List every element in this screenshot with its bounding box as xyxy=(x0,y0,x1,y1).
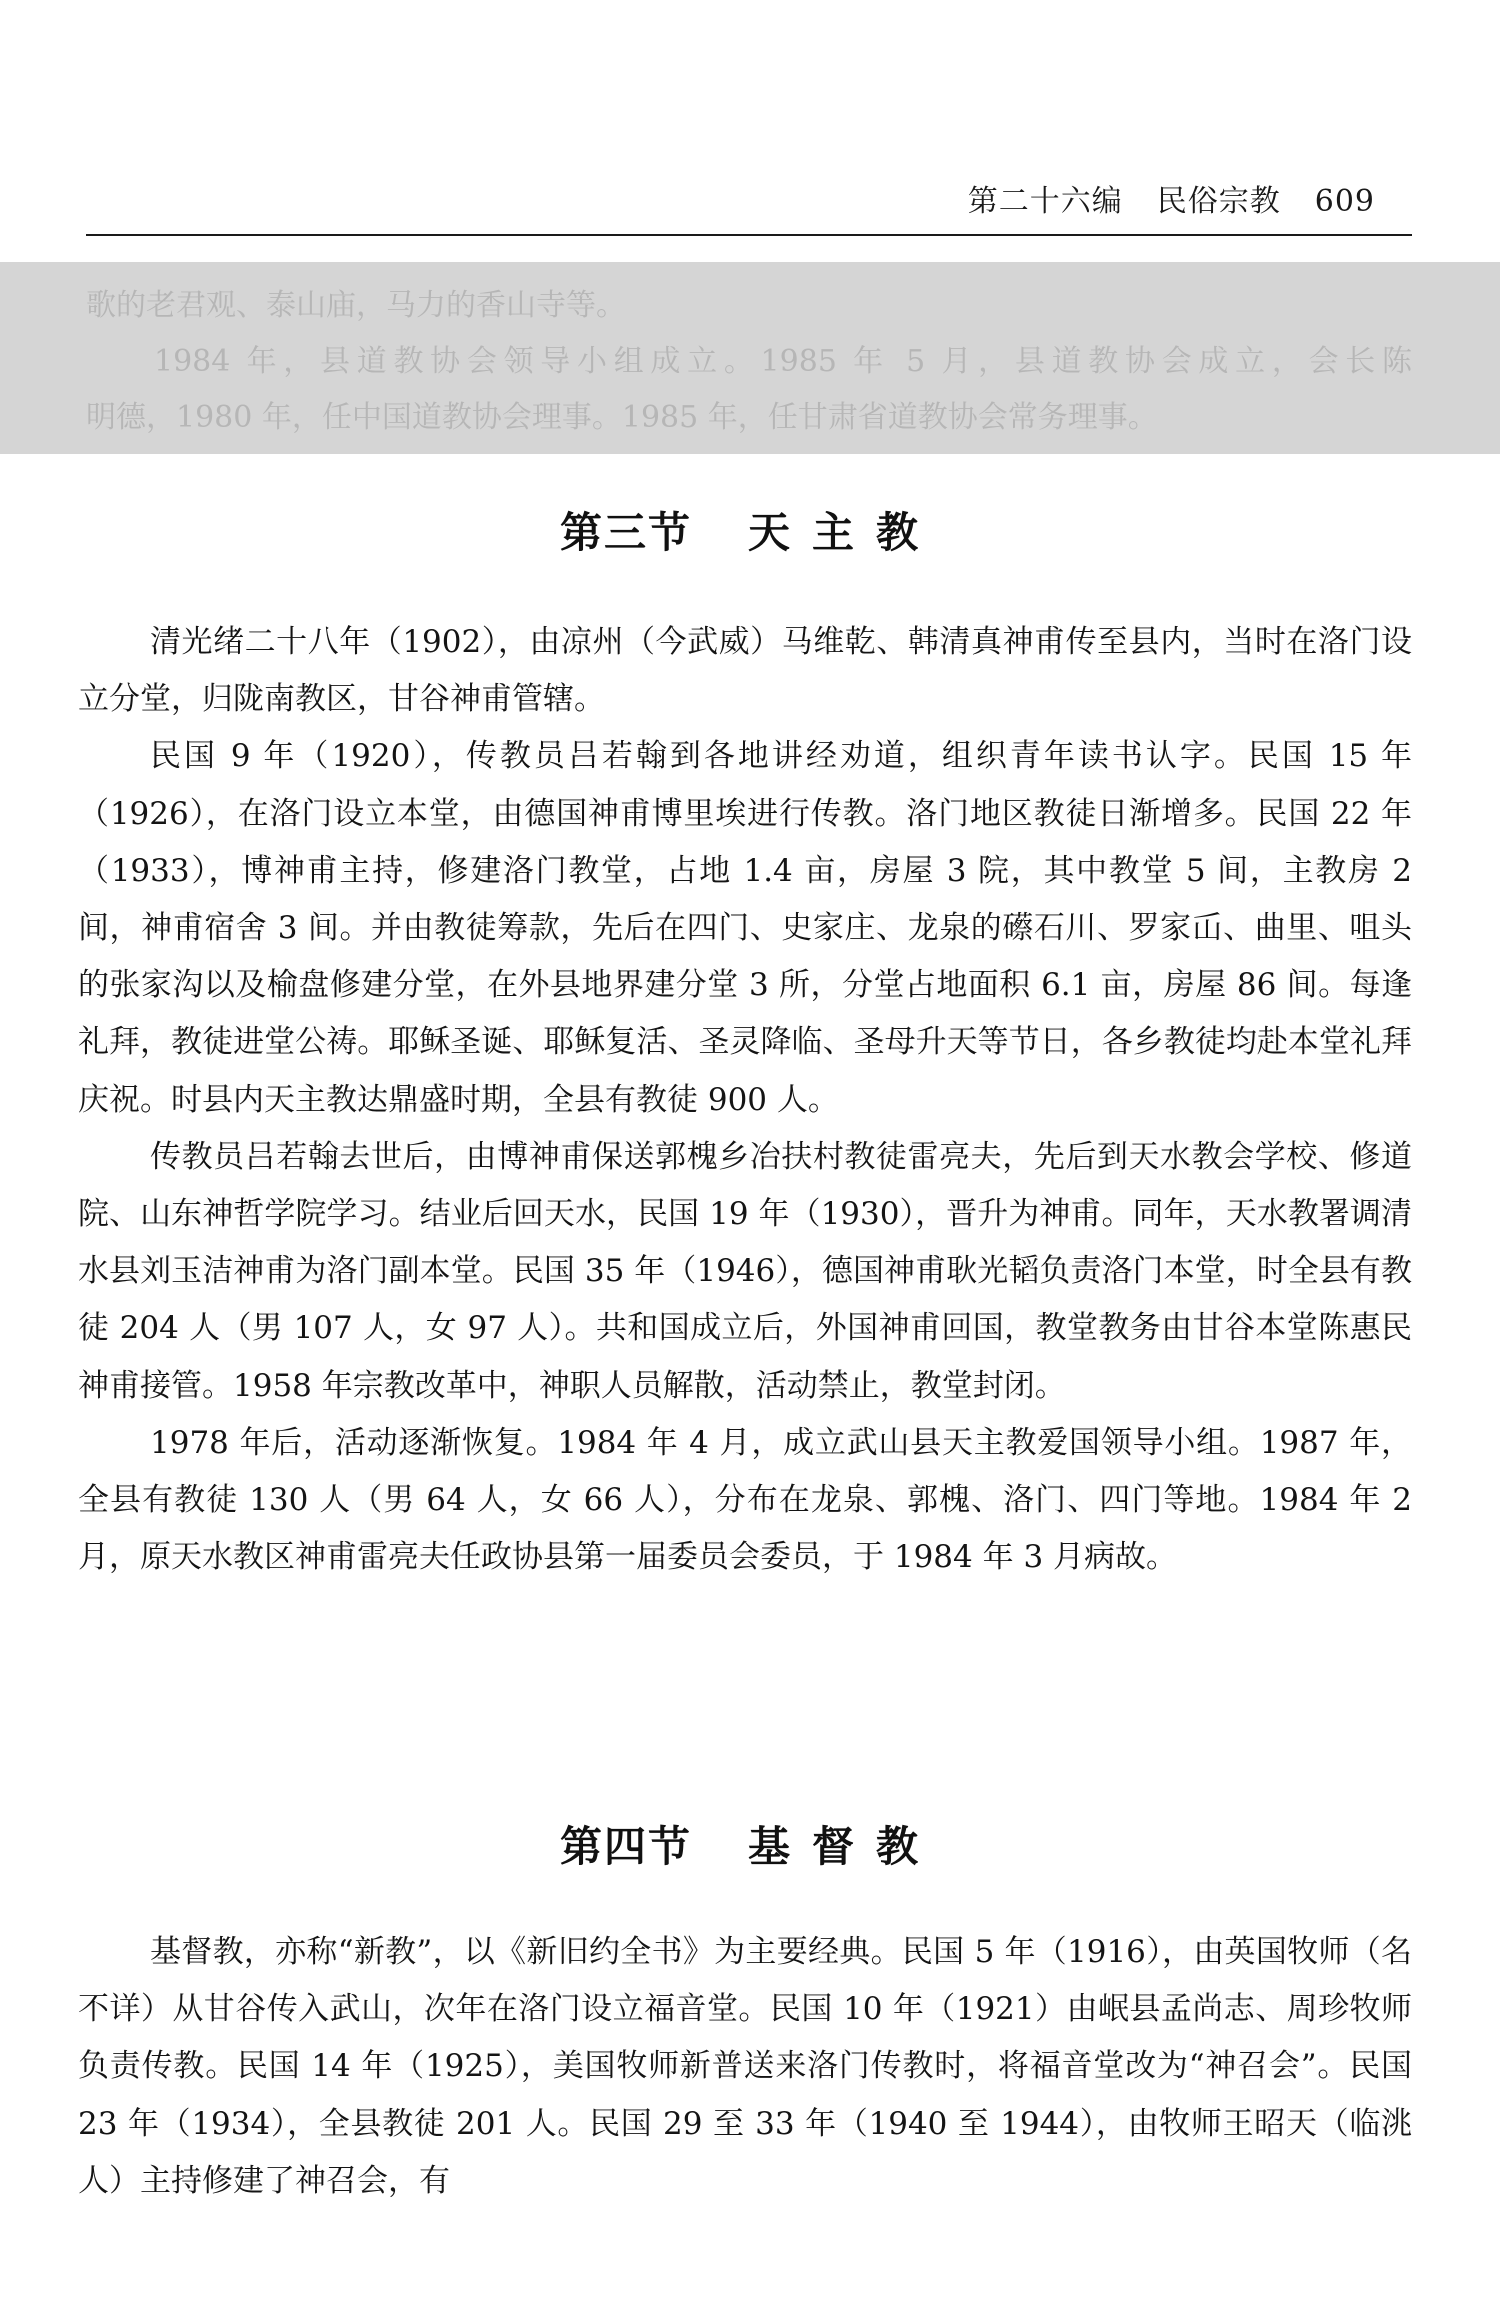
running-head xyxy=(968,176,1375,220)
section-3-body xyxy=(78,614,1412,1586)
faded-line-1: 歌的老君观、泰山庙，马力的香山寺等。 xyxy=(86,288,626,323)
faded-text-band xyxy=(0,262,1500,454)
paragraph: 1978 年后，活动逐渐恢复。1984 年 4 月，成立武山县天主教爱国领导小组。1987 年，全县有教徒 130 人（男 64 人，女 66 人），分布在龙泉、郭槐、洛门、四门等地。1984 年 2 月，原天水教区神甫雷亮夫任政协县第一届委员会委员，于 1984 年 3 月病故。 xyxy=(78,1424,1412,1576)
header-part: 第二十六编 xyxy=(967,184,1123,219)
paragraph: 民国 9 年（1920），传教员吕若翰到各地讲经劝道，组织青年读书认字。民国 15 年（1926），在洛门设立本堂，由德国神甫博里埃进行传教。洛门地区教徒日渐增多。民国 22 年（1933），博神甫主持，修建洛门教堂，占地 1.4 亩，房屋 3 院，其中教堂 5 间，主教房 2 间，神甫宿舍 3 间。并由教徒筹款，先后在四门、史家庄、龙泉的礤石川、罗家屲、曲里、咀头的张家沟以及榆盘修建分堂，在外县地界建分堂 3 所，分堂占地面积 6.1 亩，房屋 86 间。每逢礼拜，教徒进堂公祷。耶稣圣诞、耶稣复活、圣灵降临、圣母升天等节日，各乡教徒均赴本堂礼拜庆祝。时县内天主教达鼎盛时期，全县有教徒 900 人。 xyxy=(78,738,1412,1118)
paragraph: 传教员吕若翰去世后，由博神甫保送郭槐乡冶扶村教徒雷亮夫，先后到天水教会学校、修道院、山东神哲学院学习。结业后回天水，民国 19 年（1930），晋升为神甫。同年，天水教署调清水县刘玉洁神甫为洛门副本堂。民国 35 年（1946），德国神甫耿光韬负责洛门本堂，时全县有教徒 204 人（男 107 人，女 97 人）。共和国成立后，外国神甫回国，教堂教务由甘谷本堂陈惠民神甫接管。1958 年宗教改革中，神职人员解散，活动禁止，教堂封闭。 xyxy=(78,1138,1412,1404)
section-3-heading xyxy=(0,500,1500,560)
section-3-number: 第三节 xyxy=(559,508,692,557)
faded-line-2: 1984 年，县道教协会领导小组成立。1985 年 5 月，县道教协会成立，会长陈 xyxy=(154,344,1412,379)
section-4-body xyxy=(78,1924,1412,2210)
section-4-title: 基督教 xyxy=(748,1822,941,1871)
section-3-title: 天主教 xyxy=(748,508,941,557)
faded-line-3: 明德，1980 年，任中国道教协会理事。1985 年，任甘肃省道教协会常务理事。 xyxy=(86,400,1158,435)
header-chapter: 民俗宗教 xyxy=(1156,184,1281,219)
page-number: 609 xyxy=(1314,184,1375,219)
paragraph: 基督教，亦称“新教”，以《新旧约全书》为主要经典。民国 5 年（1916），由英国牧师（名不详）从甘谷传入武山，次年在洛门设立福音堂。民国 10 年（1921）由岷县孟尚志、周珍牧师负责传教。民国 14 年（1925），美国牧师新普送来洛门传教时，将福音堂改为“神召会”。民国 23 年（1934），全县教徒 201 人。民国 29 至 33 年（1940 至 1944），由牧师王昭天（临洮人）主持修建了神召会，有 xyxy=(78,1934,1412,2199)
section-4-heading xyxy=(0,1814,1500,1874)
section-4-number: 第四节 xyxy=(559,1822,692,1871)
header-rule xyxy=(86,234,1412,236)
paragraph: 清光绪二十八年（1902），由凉州（今武威）马维乾、韩清真神甫传至县内，当时在洛门设立分堂，归陇南教区，甘谷神甫管辖。 xyxy=(78,624,1412,718)
